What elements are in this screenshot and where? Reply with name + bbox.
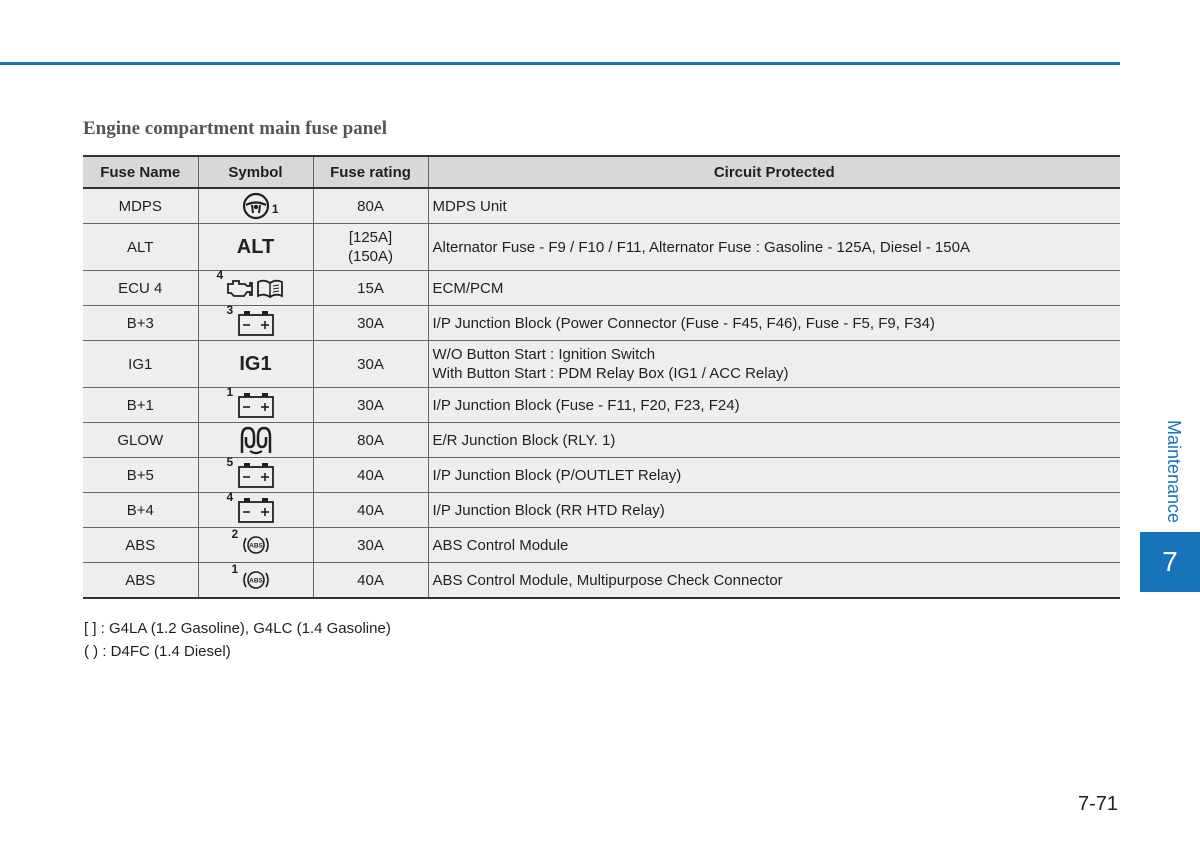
symbol-cell — [198, 268, 313, 306]
symbol-index-number: 4 — [216, 268, 224, 282]
fuse-name-cell: B+3 — [83, 306, 198, 341]
symbol-cell — [198, 188, 313, 224]
chapter-number-tab: 7 — [1140, 532, 1200, 592]
footnote-diesel: ( ) : D4FC (1.4 Diesel) — [84, 643, 231, 660]
engine-manual-icon — [216, 268, 287, 305]
section-title: Engine compartment main fuse panel — [83, 118, 387, 139]
table-row — [83, 388, 1120, 423]
circuit-line: I/P Junction Block (Power Connector (Fuse - F45, F46), Fuse - F5, F9, F34) — [432, 314, 935, 332]
chapter-side-label: Maintenance — [1164, 420, 1184, 524]
table-row — [83, 423, 1120, 458]
column-header-symbol: Symbol — [198, 156, 313, 188]
fuse-table-body — [83, 188, 1120, 598]
symbol-index-number: 1 — [231, 562, 239, 576]
battery-icon — [226, 490, 275, 527]
abs-icon — [231, 562, 272, 597]
fuse-name-cell: GLOW — [83, 423, 198, 458]
glow-plug-icon — [238, 423, 274, 457]
circuit-protected-cell — [428, 563, 1120, 599]
circuit-protected-cell — [428, 458, 1120, 493]
fuse-table — [83, 155, 1120, 599]
fuse-rating-cell: 80A — [313, 188, 428, 224]
footnote-gasoline: [ ] : G4LA (1.2 Gasoline), G4LC (1.4 Gasoline) — [84, 620, 391, 637]
circuit-protected-cell — [428, 188, 1120, 224]
table-row — [83, 493, 1120, 528]
column-header-circuit-protected: Circuit Protected — [428, 156, 1120, 188]
fuse-rating-cell: 40A — [313, 493, 428, 528]
symbol-cell — [198, 528, 313, 563]
circuit-protected-cell — [428, 306, 1120, 341]
fuse-rating-cell: 30A — [313, 306, 428, 341]
fuse-rating-cell: 30A — [313, 528, 428, 563]
fuse-name-cell: ABS — [83, 528, 198, 563]
symbol-index-number: 2 — [231, 527, 239, 541]
fuse-name-cell: IG1 — [83, 341, 198, 388]
circuit-line: ABS Control Module, Multipurpose Check Connector — [432, 571, 783, 589]
circuit-protected-cell — [428, 528, 1120, 563]
battery-icon — [226, 385, 275, 422]
symbol-cell — [198, 563, 313, 599]
symbol-index-number: 5 — [226, 455, 234, 469]
fuse-name-cell: ECU 4 — [83, 271, 198, 306]
fuse-rating-cell: 40A — [313, 563, 428, 599]
table-row — [83, 306, 1120, 341]
fuse-rating-cell: 30A — [313, 388, 428, 423]
circuit-line: MDPS Unit — [432, 197, 507, 215]
table-row — [83, 271, 1120, 306]
circuit-line: Alternator Fuse - F9 / F10 / F11, Alternator Fuse : Gasoline - 125A, Diesel - 150A — [432, 238, 970, 256]
symbol-index-number: 1 — [226, 385, 234, 399]
circuit-line: W/O Button Start : Ignition Switch — [432, 346, 656, 363]
circuit-line: ECM/PCM — [432, 279, 504, 297]
symbol-cell — [198, 303, 313, 341]
abs-icon-label: ABS — [248, 577, 263, 585]
circuit-protected-cell — [428, 224, 1120, 271]
symbol-cell — [198, 224, 313, 271]
abs-icon-label: ABS — [248, 542, 263, 550]
symbol-index-number: 3 — [226, 303, 234, 317]
table-row — [83, 341, 1120, 388]
symbol-text: IG1 — [239, 352, 272, 375]
fuse-rating-cell: 40A — [313, 458, 428, 493]
fuse-rating-cell: 30A — [313, 341, 428, 388]
battery-icon — [226, 455, 275, 492]
abs-icon — [231, 527, 272, 562]
circuit-line: E/R Junction Block (RLY. 1) — [432, 431, 616, 449]
table-row — [83, 563, 1120, 599]
symbol-cell — [198, 341, 313, 388]
fuse-name-cell: B+1 — [83, 388, 198, 423]
circuit-line: I/P Junction Block (Fuse - F11, F20, F23, F24) — [432, 396, 740, 414]
symbol-cell — [198, 385, 313, 423]
fuse-name-cell: MDPS — [83, 188, 198, 224]
circuit-protected-cell — [428, 423, 1120, 458]
table-row — [83, 188, 1120, 224]
symbol-cell — [198, 455, 313, 493]
table-row — [83, 528, 1120, 563]
symbol-cell — [198, 423, 313, 458]
circuit-line: I/P Junction Block (P/OUTLET Relay) — [432, 466, 682, 484]
fuse-rating-cell: 15A — [313, 271, 428, 306]
steering-wheel-icon — [241, 189, 279, 223]
circuit-protected-cell — [428, 271, 1120, 306]
fuse-rating-cell: [125A] (150A) — [313, 224, 428, 271]
fuse-name-cell: ALT — [83, 224, 198, 271]
column-header-fuse-rating: Fuse rating — [313, 156, 428, 188]
symbol-index-number: 1 — [271, 202, 279, 216]
symbol-text: ALT — [236, 235, 275, 258]
fuse-name-cell: B+4 — [83, 493, 198, 528]
fuse-name-cell: ABS — [83, 563, 198, 599]
table-row — [83, 458, 1120, 493]
table-header-row — [83, 156, 1120, 188]
circuit-protected-cell — [428, 493, 1120, 528]
page-number: 7-71 — [1078, 793, 1119, 815]
battery-icon — [226, 303, 275, 340]
circuit-line: With Button Start : PDM Relay Box (IG1 / ACC Relay) — [432, 365, 789, 382]
column-header-fuse-name: Fuse Name — [83, 156, 198, 188]
circuit-line: I/P Junction Block (RR HTD Relay) — [432, 501, 665, 519]
circuit-protected-cell — [428, 388, 1120, 423]
symbol-cell — [198, 490, 313, 528]
fuse-name-cell: B+5 — [83, 458, 198, 493]
fuse-rating-cell: 80A — [313, 423, 428, 458]
symbol-index-number: 4 — [226, 490, 234, 504]
circuit-protected-cell — [428, 341, 1120, 388]
circuit-line: ABS Control Module — [432, 536, 569, 554]
top-rule — [0, 62, 1120, 65]
table-row — [83, 224, 1120, 271]
